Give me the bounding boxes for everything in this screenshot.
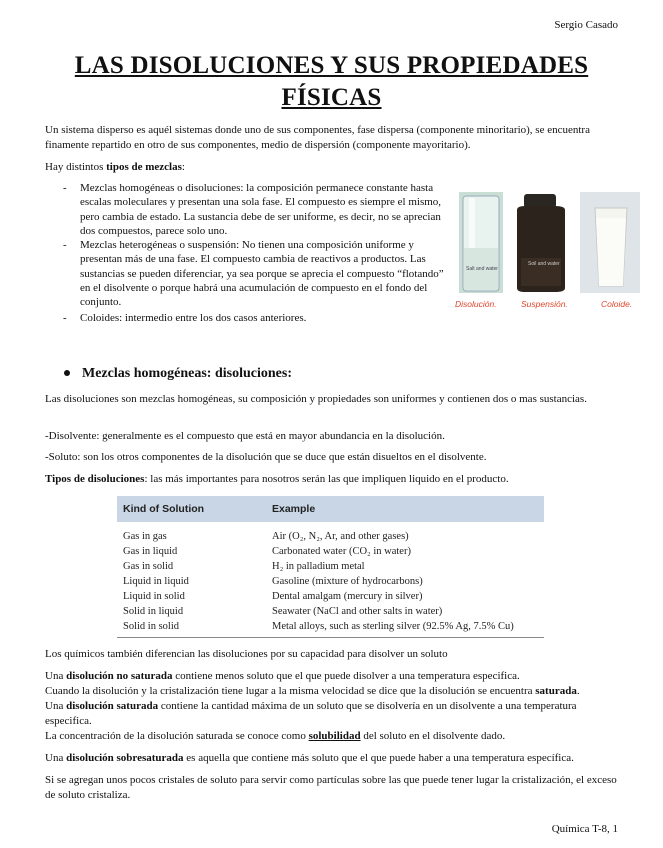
text-span: Una [45, 670, 67, 682]
unsaturated-paragraph [45, 669, 615, 684]
caption-colloid: Coloide. [601, 299, 633, 309]
types-of-solutions-bold: Tipos de disoluciones [45, 473, 145, 485]
saturated-paragraph [45, 699, 615, 729]
text-span: Una [45, 700, 67, 712]
table-row [117, 559, 544, 574]
title-line-1: LAS DISOLUCIONES Y SUS PROPIEDADES [74, 52, 589, 79]
crystallization-paragraph: Si se agregan unos pocos cristales de soluto para servir como partículas sobre las que puede tener lugar la cristalización, el exceso de soluto cristaliza. [45, 774, 617, 801]
intro-paragraph: Un sistema disperso es aquél sistemas donde uno de sus componentes, fase dispersa (componente minoritario), se encuentra finamente repartido en otro de sus componentes, medio de dispersión (componente mayoritario). [45, 124, 590, 151]
list-item [63, 238, 449, 309]
chemists-paragraph: Los químicos también diferencian las disoluciones por su capacidad para disolver un soluto [45, 648, 448, 660]
types-bold: tipos de mezclas [106, 161, 182, 173]
text-span: . [576, 685, 580, 697]
text-span: es aquella que contiene más soluto que el que puede haber a una temperatura específica. [183, 752, 574, 764]
table-cell: H₂ in palladium metal [272, 561, 365, 572]
table-row [117, 604, 544, 619]
title-line-2: FÍSICAS [281, 84, 382, 111]
dash-marker: - [63, 182, 67, 194]
solute-definition: -Soluto: son los otros componentes de la disolución que se duce que están disueltos en el disolvente. [45, 451, 487, 463]
table-row [117, 574, 544, 589]
list-item [63, 181, 449, 238]
table-header-example: Example [266, 496, 544, 522]
text-span: La concentración de la disolución saturada se conoce como [45, 730, 309, 742]
table-cell: Air (O₂, N₂, Ar, and other gases) [272, 531, 409, 542]
types-suffix: : [181, 161, 185, 173]
page-title [0, 50, 663, 114]
table-header-kind: Kind of Solution [117, 496, 266, 522]
types-prefix: Hay distintos [45, 161, 107, 173]
soil-water-label: Soil and water [528, 261, 560, 267]
table-cell: Liquid in solid [123, 591, 185, 602]
solution-kinds-table [117, 496, 544, 638]
solubility-paragraph [45, 729, 615, 744]
section-paragraph-1: Las disoluciones son mezclas homogéneas, su composición y propiedades son uniformes y contienen dos o mas sustancias. [45, 393, 587, 405]
caption-suspension: Suspensión. [521, 299, 568, 309]
saturated-term: saturada [535, 685, 577, 697]
dash-marker: - [63, 311, 67, 324]
types-of-solutions-rest: : las más importantes para nosotros serán las que impliquen liquido en el producto. [144, 473, 509, 485]
table-cell: Gasoline (mixture of hydrocarbons) [272, 576, 423, 587]
table-cell: Carbonated water (CO₂ in water) [272, 546, 411, 557]
section-title: Mezclas homogéneas: disoluciones: [82, 366, 292, 381]
text-span: del soluto en el disolvente dado. [360, 730, 506, 742]
bullet-icon [64, 370, 70, 376]
author-name: Sergio Casado [554, 19, 618, 31]
mixture-heterogeneous: Mezclas heterogéneas o suspensión: No tienen una composición uniforme y presentan más de una fase. El compuesto cambia de reactivos a productos. Las sustancias se pueden diferenciar, ya sea porque se aprecia el compuesto “flotando” en el disolvente o porque habrá una acumulación de compuesto en el fondo del conjunto. [80, 239, 444, 309]
unsaturated-term: disolución no saturada [66, 670, 173, 682]
mixtures-photo [455, 188, 642, 313]
table-cell: Solid in liquid [123, 606, 184, 617]
table-row [117, 522, 544, 544]
table-row [117, 589, 544, 604]
solvent-definition: -Disolvente: generalmente es el compuesto que está en mayor abundancia en la disolución. [45, 430, 445, 442]
table-cell: Gas in liquid [123, 546, 178, 557]
list-item [63, 311, 449, 325]
mixture-list [63, 181, 449, 325]
text-span: Cuando la disolución y la cristalización tiene lugar a la misma velocidad se dice que la disolución se encuentra [45, 685, 536, 697]
section-heading [64, 366, 292, 382]
text-span: Una [45, 752, 67, 764]
mixtures-illustration [455, 188, 642, 313]
saturated-rate-paragraph [45, 684, 620, 699]
supersaturated-paragraph [45, 751, 620, 766]
table-cell: Dental amalgam (mercury in silver) [272, 591, 423, 602]
salt-water-label: Salt and water [466, 266, 498, 272]
saturated-solution-term: disolución saturada [66, 700, 159, 712]
table-cell: Gas in solid [123, 561, 174, 572]
table-row [117, 619, 544, 638]
page-footer: Química T-8, 1 [551, 823, 618, 835]
mixture-homogeneous: Mezclas homogéneas o disoluciones: la composición permanece constante hasta escalas moleculares y presentan una sola fase. El compuesto es siempre el mismo, pero cambia de estado. La sustancia debe de ser uniforme, es decir, no se aprecian dos compuestos, parece solo uno. [80, 182, 442, 237]
table-cell: Solid in solid [117, 619, 266, 638]
table-cell: Liquid in liquid [123, 576, 189, 587]
table-cell: Metal alloys, such as sterling silver (92.5% Ag, 7.5% Cu) [266, 619, 544, 638]
mixture-colloid: Coloides: intermedio entre los dos casos anteriores. [80, 311, 307, 324]
table-row [117, 544, 544, 559]
supersaturated-term: disolución sobresaturada [66, 752, 184, 764]
mixture-types-intro [45, 160, 185, 175]
table-cell: Seawater (NaCl and other salts in water) [272, 606, 443, 617]
solution-kinds-table-wrap [117, 496, 544, 638]
table-cell: Gas in gas [123, 531, 167, 542]
solution-types-intro [45, 472, 615, 487]
dash-marker: - [63, 239, 67, 252]
text-span: contiene menos soluto que el que puede disolver a una temperatura especifica. [172, 670, 520, 682]
caption-solution: Disolución. [455, 299, 497, 309]
solubility-term: solubilidad [308, 730, 361, 742]
text-span: contiene la cantidad máxima de un soluto que se disolvería en un disolvente a una temperatura especifica. [45, 700, 577, 727]
